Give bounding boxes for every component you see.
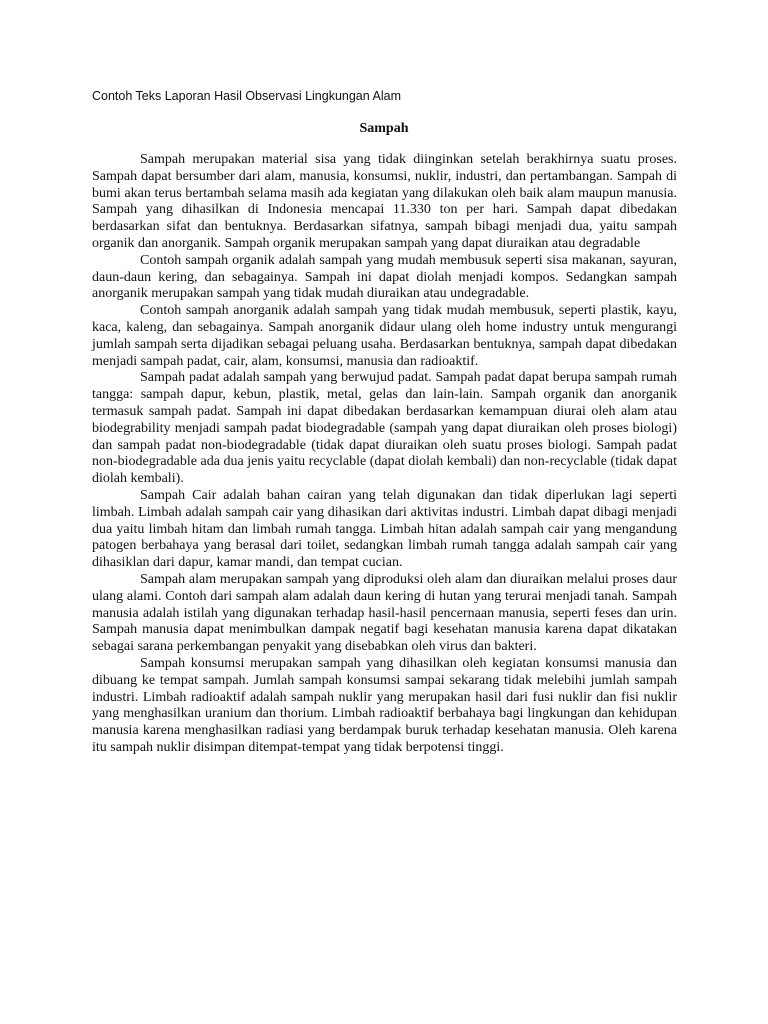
paragraph-inorganic: Contoh sampah anorganik adalah sampah yang tidak mudah membusuk, seperti plastik, kayu, kaca, kaleng, dan sebagainya. Sampah anorganik didaur ulang oleh home industry untuk mengurangi jumlah sampah serta dijadikan sebagai peluang usaha. Berdasarkan bentuknya, sampah dapat dibedakan menjadi sampah padat, cair, alam, konsumsi, manusia dan radioaktif. xyxy=(92,303,677,369)
paragraph-liquid-waste: Sampah Cair adalah bahan cairan yang telah digunakan dan tidak diperlukan lagi seperti limbah. Limbah adalah sampah cair yang dihasikan dari aktivitas industri. Limbah dapat dibagi menjadi dua yaitu limbah hitam dan limbah rumah tangga. Limbah hitan adalah sampah cair yang mengandung patogen berbahaya yang berasal dari toilet, sedangkan limbah rumah tangga adalah sampah cair yang dihasiklan dari dapur, kamar mandi, dan tempat cucian. xyxy=(92,487,677,571)
paragraph-solid-waste: Sampah padat adalah sampah yang berwujud padat. Sampah padat dapat berupa sampah rumah tangga: sampah dapur, kebun, plastik, metal, gelas dan lain-lain. Sampah organik dan anorganik termasuk sampah padat. Sampah ini dapat dibedakan berdasarkan kemampuan diurai oleh alam atau biodegrability menjadi sampah padat biodegradable (sampah yang dapat diuraikan oleh proses biologi) dan sampah padat non-biodegradable (tidak dapat diuraikan oleh suatu proses biologi. Sampah padat non-biodegradable ada dua jenis yaitu recyclable (dapat diolah kembali) dan non-recyclable (tidak dapat diolah kembali). xyxy=(92,370,677,487)
paragraph-consumption-radioactive: Sampah konsumsi merupakan sampah yang dihasilkan oleh kegiatan konsumsi manusia dan dibuang ke tempat sampah. Jumlah sampah konsumsi sampai sekarang tidak melebihi jumlah sampah industri. Limbah radioaktif adalah sampah nuklir yang merupakan hasil dari fusi nuklir dan fisi nuklir yang menghasilkan uranium dan thorium. Limbah radioaktif berbahaya bagi lingkungan dan kehidupan manusia karena menghasilkan radiasi yang berdampak buruk terhadap kesehatan manusia. Oleh karena itu sampah nuklir disimpan ditempat-tempat yang tidak berpotensi tinggi. xyxy=(92,655,677,755)
document-title: Contoh Teks Laporan Hasil Observasi Lingkungan Alam xyxy=(92,89,401,103)
document-body xyxy=(92,152,677,757)
paragraph-organic: Contoh sampah organik adalah sampah yang mudah membusuk seperti sisa makanan, sayuran, daun-daun kering, dan sebagainya. Sampah ini dapat diolah menjadi kompos. Sedangkan sampah anorganik merupakan sampah yang tidak mudah diuraikan atau undegradable. xyxy=(92,252,677,302)
section-heading: Sampah xyxy=(359,121,409,136)
paragraph-intro: Sampah merupakan material sisa yang tidak diinginkan setelah berakhirnya suatu proses. Sampah dapat bersumber dari alam, manusia, konsumsi, nuklir, industri, dan pertambangan. Sampah di bumi akan terus bertambah selama masih ada kegiatan yang dilakukan oleh baik alam maupun manusia. Sampah yang dihasilkan di Indonesia mencapai 11.330 ton per hari. Sampah dapat dibedakan berdasarkan sifat dan bentuknya. Berdasarkan sifatnya, sampah bibagi menjadi dua, yaitu sampah organik dan anorganik. Sampah organik merupakan sampah yang dapat diuraikan atau degradable xyxy=(92,152,677,251)
paragraph-natural-human-waste: Sampah alam merupakan sampah yang diproduksi oleh alam dan diuraikan melalui proses daur ulang alami. Contoh dari sampah alam adalah daun kering di hutan yang terurai menjadi tanah. Sampah manusia adalah istilah yang digunakan terhadap hasil-hasil pencernaan manusia, seperti feses dan urin. Sampah manusia dapat menimbulkan dampak negatif bagi kesehatan manusia karena dapat dikatakan sebagai sarana perkembangan penyakit yang disebabkan oleh virus dan bakteri. xyxy=(92,571,677,655)
